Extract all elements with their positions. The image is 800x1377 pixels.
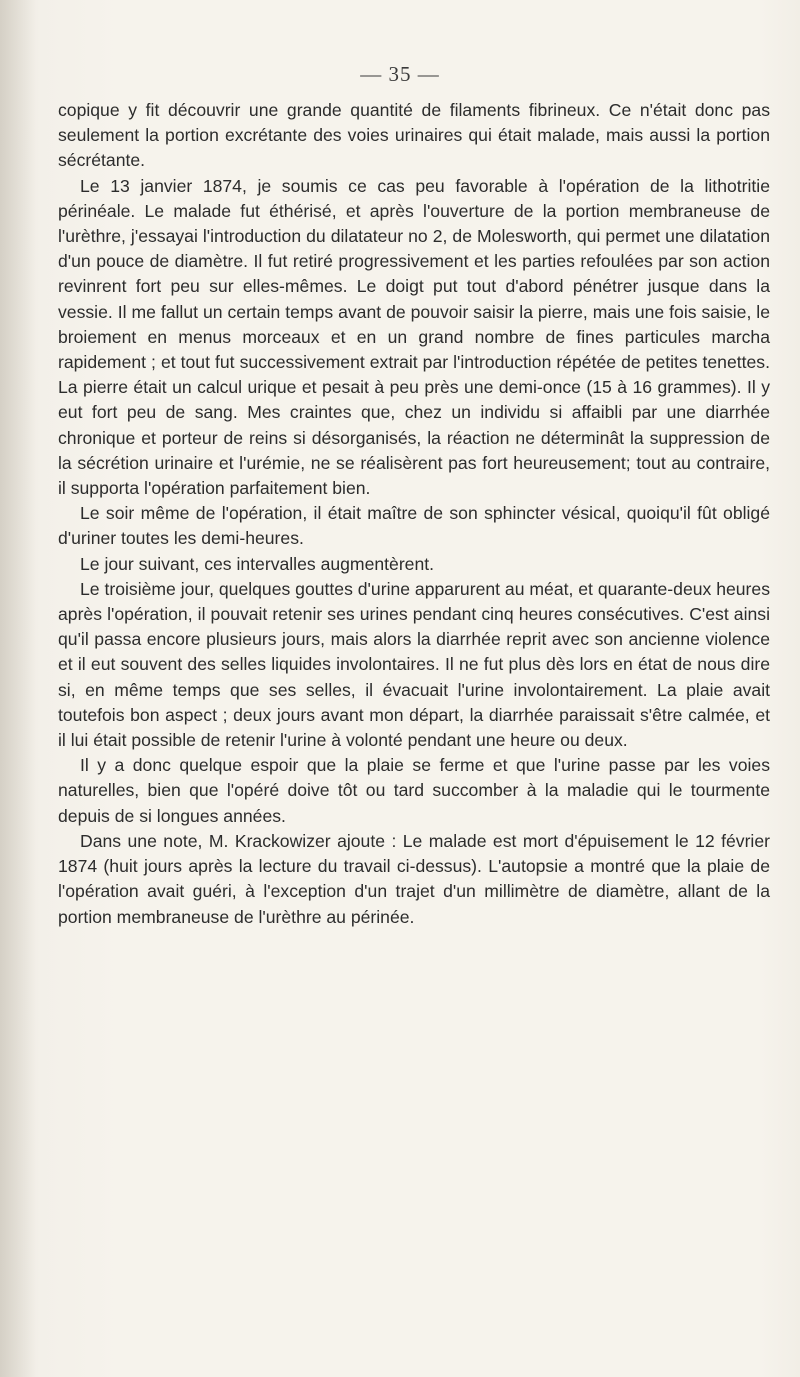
paragraph-note: Dans une note, M. Krackowizer ajoute : Le malade est mort d'épuisement le 12 février 1874 (huit jours après la lecture du travail ci-dessus). L'autopsie a montré que la plaie de l'opération avait guéri, à l'exception d'un trajet d'un millimètre de diamètre, allant de la portion membraneuse de l'urèthre au périnée.	[58, 830, 770, 927]
paragraph-next-day: Le jour suivant, ces intervalles augmentèrent.	[80, 553, 435, 574]
paragraph-evening: Le soir même de l'opération, il était maître de son sphincter vésical, quoiqu'il fût obligé d'uriner toutes les demi-heures.	[58, 503, 770, 549]
paragraph-third-day: Le troisième jour, quelques gouttes d'urine apparurent au méat, et quarante-deux heures après l'opération, il pouvait retenir ses urines pendant cinq heures consécutives. C'est ainsi qu'il passa encore plusieurs jours, mais alors la diarrhée reprit avec son ancienne violence et il eut souvent des selles liquides involontaires. Il ne fut plus dès lors en état de nous dire si, en même temps que ses selles, il évacuait l'urine involontairement. La plaie avait toutefois bon aspect ; deux jours avant mon départ, la diarrhée paraissait s'être calmée, et il lui était possible de retenir l'urine à volonté pendant une heure ou deux.	[58, 578, 770, 751]
binding-shadow	[0, 0, 36, 1377]
paragraph-continued: copique y fit découvrir une grande quantité de filaments fibrineux. Ce n'était donc pas seulement la portion excrétante des voies urinaires qui était malade, mais aussi la portion sécrétante.	[58, 100, 770, 171]
paragraph-prognosis: Il y a donc quelque espoir que la plaie se ferme et que l'urine passe par les voies naturelles, bien que l'opéré doive tôt ou tard succomber à la maladie qui le tourmente depuis de si longues années.	[58, 755, 770, 826]
paragraph-operation: Le 13 janvier 1874, je soumis ce cas peu favorable à l'opération de la lithotritie périnéale. Le malade fut éthérisé, et après l'ouverture de la portion membraneuse de l'urèthre, j'essayai l'introduction du dilatateur no 2, de Molesworth, qui permet une dilatation d'un pouce de diamètre. Il fut retiré progressivement et les parties refoulées par son action revinrent fort peu sur elles-mêmes. Le doigt put tout d'abord pénétrer jusque dans la vessie. Il me fallut un certain temps avant de pouvoir saisir la pierre, mais une fois saisie, le broiement en menus morceaux et en un grand nombre de fines particules marcha rapidement ; et tout fut successivement extrait par l'introduction répétée de petites tenettes. La pierre était un calcul urique et pesait à peu près une demi-once (15 à 16 grammes). Il y eut fort peu de sang. Mes craintes que, chez un individu si affaibli par une diarrhée chronique et porteur de reins si désorganisés, la réaction ne déterminât la suppression de la sécrétion urinaire et l'urémie, ne se réalisèrent pas fort heureusement; tout au contraire, il supporta l'opération parfaitement bien.	[58, 175, 770, 499]
body-text	[58, 98, 770, 930]
page-number: — 35 —	[360, 62, 440, 86]
